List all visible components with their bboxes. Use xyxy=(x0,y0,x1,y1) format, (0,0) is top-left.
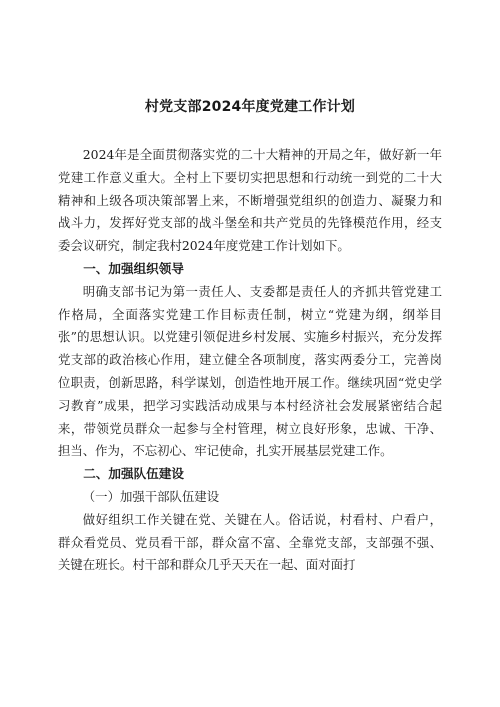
document-body xyxy=(58,144,442,577)
section-paragraph-cadre: 做好组织工作关键在党、关键在人。俗话说，村看村、户看户，群众看党员、党员看干部，群众富不富、全靠党支部，支部强不强、关键在班长。村干部和群众几乎天天在一起、面对面打 xyxy=(58,511,442,573)
section-paragraph-organization: 明确支部书记为第一责任人、支委都是责任人的齐抓共管党建工作格局，全面落实党建工作目标责任制，树立“党建为纲，纲举目张”的思想认识。以党建引领促进乡村发展、实施乡村振兴，充分发挥党支部的政治核心作用，建立健全各项制度，落实两委分工，完善岗位职责，创新思路，科学谋划，创造性地开展工作。继续巩固“党史学习教育”成果，把学习实践活动成果与本村经济社会发展紧密结合起来，带领党员群众一起参与全村管理，树立良好形象，忠诚、干净、担当、作为，不忘初心、牢记使命，扎实开展基层党建工作。 xyxy=(58,283,442,459)
section-heading-team: 二、加强队伍建设 xyxy=(83,466,184,482)
intro-paragraph: 2024年是全面贯彻落实党的二十大精神的开局之年，做好新一年党建工作意义重大。全村上下要切实把思想和行动统一到党的二十大精神和上级各项决策部署上来，不断增强党组织的创造力、凝聚力和战斗力，发挥好党支部的战斗堡垒和共产党员的先锋模范作用，经支委会议研究，制定我村2024年度党建工作计划如下。 xyxy=(58,147,442,254)
document-title: 村党支部2024年度党建工作计划 xyxy=(144,99,356,115)
section-heading-organization: 一、加强组织领导 xyxy=(83,260,184,276)
subsection-heading-cadre: （一）加强干部队伍建设 xyxy=(82,488,220,504)
